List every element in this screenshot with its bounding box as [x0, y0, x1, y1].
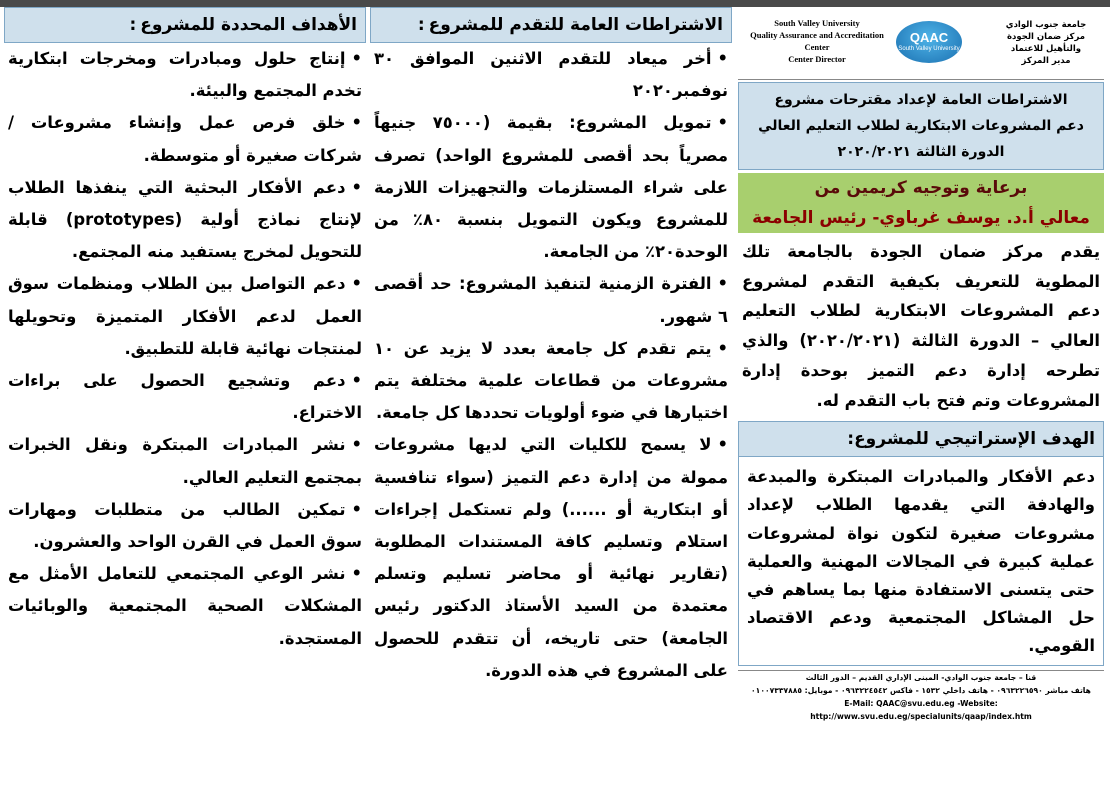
- university-header: [738, 7, 1104, 80]
- strategic-goal-text: دعم الأفكار والمبادرات المبتكرة والمبدعة والهادفة التي يقدمها الطلاب لإعداد مشروعات صغيرة لتكون نواة لمشروعات عملية كبيرة في المجالات المهنية والعملية حتى يتسنى الاستفادة منها بما يساهم في حل المشاكل المجتمعية ودعم الاقتصاد القومي.: [738, 457, 1104, 665]
- list-item: • تمكين الطالب من متطلبات ومهارات سوق العمل في القرن الواحد والعشرون.: [8, 494, 362, 558]
- university-name-arabic: جامعة جنوب الوادي مركز ضمان الجودة والتأهيل للاعتماد مدير المركز: [1005, 20, 1087, 66]
- document-title: الاشتراطات العامة لإعداد مقترحات مشروع دعم المشروعات الابتكارية لطلاب التعليم العالي الدورة الثالثة ٢٠٢٠/٢٠٢١: [738, 82, 1104, 170]
- list-item: • دعم وتشجيع الحصول على براءات الاختراع.: [8, 365, 362, 429]
- list-item: • أخر ميعاد للتقدم الاثنين الموافق ٣٠ نوفمبر٢٠٢٠: [374, 43, 728, 107]
- footer-contact: E-Mail: QAAC@svu.edu.eg -Website: http://www.svu.edu.eg/specialunits/qaap/index.htm: [810, 698, 1032, 721]
- list-item: • تمويل المشروع: بقيمة (٧٥٠٠٠ جنيهاً مصرياً بحد أقصى للمشروع الواحد) تصرف على شراء المستلزمات والتجهيزات اللازمة للمشروع ويكون التمويل بنسبة ٨٠٪ من الوحدة٢٠٪ من الجامعة.: [374, 107, 728, 268]
- list-item: • الفترة الزمنية لتنفيذ المشروع: حد أقصى ٦ شهور.: [374, 268, 728, 332]
- list-item: • نشر الوعي المجتمعي للتعامل الأمثل مع المشكلات الصحية المجتمعية والوبائيات المستجدة.: [8, 558, 362, 655]
- intro-paragraph: يقدم مركز ضمان الجودة بالجامعة تلك المطوية للتعريف بكيفية التقدم لمشروع دعم المشروعات الابتكارية لطلاب التعليم العالي – الدورة الثالثة (٢٠٢٠/٢٠٢١) والذي تطرحه إدارة دعم التميز بوحدة إدارة المشروعات وتم فتح باب التقدم له.: [742, 242, 1100, 410]
- list-item: • يتم تقدم كل جامعة بعدد لا يزيد عن ١٠ مشروعات من قطاعات علمية مختلفة يتم اختيارها في ضوء أولويات تحددها كل جامعة.: [374, 333, 728, 430]
- list-item: • دعم التواصل بين الطلاب ومنظمات سوق العمل لدعم الأفكار المتميزة وتحويلها لمنتجات نهائية قابلة للتطبيق.: [8, 268, 362, 365]
- list-item: • لا يسمح للكليات التي لديها مشروعات ممولة من إدارة دعم التميز (سواء تنافسية أو ابتكارية أو ......) ولم تستكمل إجراءات استلام وتسليم كافة المستندات المطلوبة (تقارير نهائية أو محاضر تسليم وتسلم معتمدة من السيد الأستاذ الدكتور رئيس الجامعة) حتى تاريخه، أن تتقدم للحصول على المشروع في هذه الدورة.: [374, 429, 728, 687]
- footer-phones: هاتف مباشر ٠٩٦٣٢٢٦٥٩٠ - هاتف داخلي ١٥٣٢ - فاكس ٠٩٦٣٢٢٤٥٤٢ - موبايل: ٠١٠٠٧٣٣٧٨٨٥: [751, 685, 1091, 695]
- general-conditions-heading: الاشتراطات العامة للتقدم للمشروع:: [370, 7, 732, 43]
- contact-footer: [738, 670, 1104, 723]
- list-item: • دعم الأفكار البحثية التي ينفذها الطلاب لإنتاج نماذج أولية (prototypes) قابلة للتحويل لمخرج يستفيد منه المجتمع.: [8, 172, 362, 269]
- qaac-logo: QAAC South Valley University: [896, 21, 962, 63]
- column-specific-goals: [4, 7, 366, 796]
- specific-goals-list: [4, 43, 366, 655]
- specific-goals-heading: الأهداف المحددة للمشروع:: [4, 7, 366, 43]
- column-general-conditions: [370, 7, 732, 796]
- top-border: [0, 0, 1110, 7]
- strategic-goal-heading: الهدف الإستراتيجي للمشروع:: [738, 421, 1104, 457]
- patronage-banner: برعاية وتوجيه كريمين من معالي أ.د. يوسف غرباوي- رئيس الجامعة: [738, 173, 1104, 233]
- column-intro: [738, 7, 1104, 796]
- university-name-english: South Valley University Quality Assurance and Accreditation Center Center Director: [750, 18, 884, 64]
- general-conditions-list: [370, 43, 732, 687]
- list-item: • إنتاج حلول ومبادرات ومخرجات ابتكارية تخدم المجتمع والبيئة.: [8, 43, 362, 107]
- footer-address: قنا – جامعة جنوب الوادي- المبنى الإداري القديم – الدور الثالث: [805, 672, 1037, 682]
- list-item: • خلق فرص عمل وإنشاء مشروعات / شركات صغيرة أو متوسطة.: [8, 107, 362, 171]
- list-item: • نشر المبادرات المبتكرة ونقل الخبرات بمجتمع التعليم العالي.: [8, 429, 362, 493]
